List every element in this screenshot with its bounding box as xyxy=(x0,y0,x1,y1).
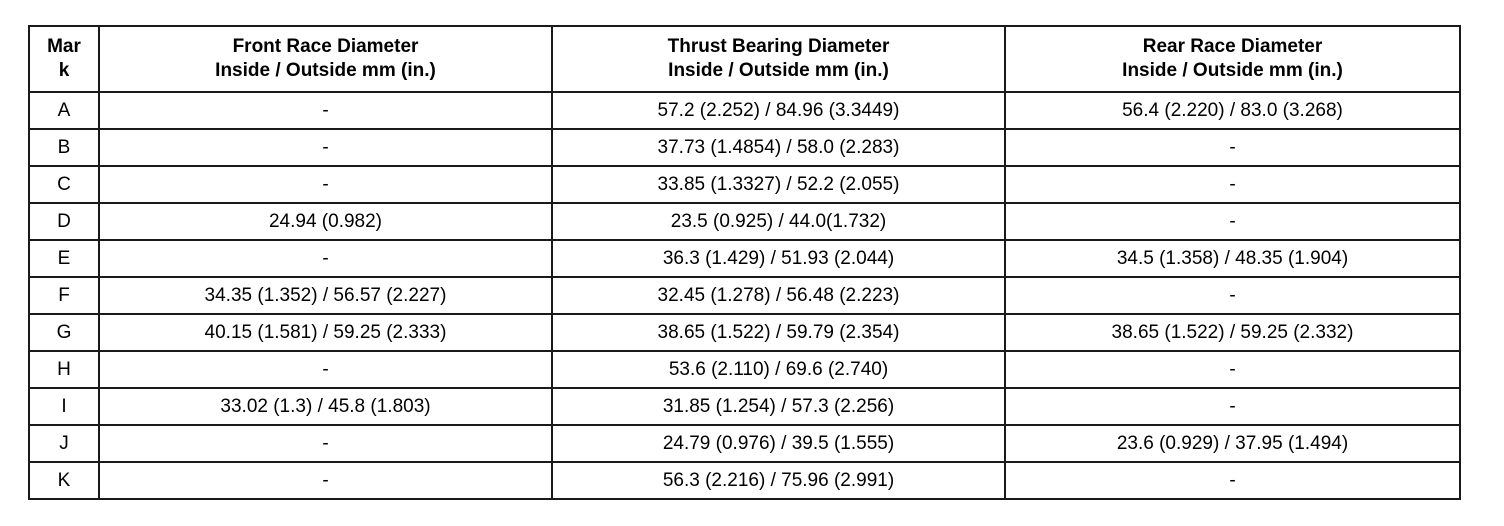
header-rear-race-line2: Inside / Outside mm (in.) xyxy=(1122,60,1343,81)
cell-mark: E xyxy=(29,240,99,277)
cell-thrust-bearing: 32.45 (1.278) / 56.48 (2.223) xyxy=(552,277,1005,314)
cell-rear-race: - xyxy=(1005,351,1460,388)
cell-rear-race: 38.65 (1.522) / 59.25 (2.332) xyxy=(1005,314,1460,351)
cell-rear-race: - xyxy=(1005,129,1460,166)
table-row xyxy=(29,129,1460,166)
cell-mark: B xyxy=(29,129,99,166)
header-rear-race-line1: Rear Race Diameter xyxy=(1142,36,1323,57)
cell-front-race: - xyxy=(99,129,552,166)
cell-thrust-bearing: 53.6 (2.110) / 69.6 (2.740) xyxy=(552,351,1005,388)
cell-front-race: - xyxy=(99,351,552,388)
cell-mark: D xyxy=(29,203,99,240)
header-front-race xyxy=(99,26,552,92)
header-thrust-bearing-line1: Thrust Bearing Diameter xyxy=(667,36,890,57)
bearing-diameter-table xyxy=(28,25,1461,500)
cell-rear-race: - xyxy=(1005,462,1460,499)
cell-thrust-bearing: 23.5 (0.925) / 44.0(1.732) xyxy=(552,203,1005,240)
cell-thrust-bearing: 38.65 (1.522) / 59.79 (2.354) xyxy=(552,314,1005,351)
header-thrust-bearing-line2: Inside / Outside mm (in.) xyxy=(668,60,889,81)
cell-rear-race: - xyxy=(1005,203,1460,240)
table-row xyxy=(29,203,1460,240)
cell-thrust-bearing: 36.3 (1.429) / 51.93 (2.044) xyxy=(552,240,1005,277)
table-header-row xyxy=(29,26,1460,92)
cell-mark: C xyxy=(29,166,99,203)
table-row xyxy=(29,388,1460,425)
cell-mark: I xyxy=(29,388,99,425)
cell-mark: H xyxy=(29,351,99,388)
cell-rear-race: 56.4 (2.220) / 83.0 (3.268) xyxy=(1005,92,1460,129)
table-row xyxy=(29,425,1460,462)
header-mark-line1: Mar xyxy=(47,36,81,57)
header-front-race-line2: Inside / Outside mm (in.) xyxy=(215,60,436,81)
cell-front-race: - xyxy=(99,92,552,129)
cell-front-race: 24.94 (0.982) xyxy=(99,203,552,240)
cell-rear-race: - xyxy=(1005,277,1460,314)
cell-thrust-bearing: 57.2 (2.252) / 84.96 (3.3449) xyxy=(552,92,1005,129)
cell-mark: A xyxy=(29,92,99,129)
cell-front-race: - xyxy=(99,462,552,499)
cell-rear-race: - xyxy=(1005,388,1460,425)
cell-mark: F xyxy=(29,277,99,314)
cell-front-race: - xyxy=(99,240,552,277)
cell-thrust-bearing: 37.73 (1.4854) / 58.0 (2.283) xyxy=(552,129,1005,166)
header-mark xyxy=(29,26,99,92)
cell-mark: J xyxy=(29,425,99,462)
cell-front-race: - xyxy=(99,166,552,203)
table-row xyxy=(29,277,1460,314)
table-row xyxy=(29,351,1460,388)
table-row xyxy=(29,166,1460,203)
table-row xyxy=(29,92,1460,129)
cell-front-race: 34.35 (1.352) / 56.57 (2.227) xyxy=(99,277,552,314)
header-front-race-line1: Front Race Diameter xyxy=(232,36,419,57)
cell-thrust-bearing: 31.85 (1.254) / 57.3 (2.256) xyxy=(552,388,1005,425)
cell-front-race: 40.15 (1.581) / 59.25 (2.333) xyxy=(99,314,552,351)
cell-rear-race: - xyxy=(1005,166,1460,203)
header-mark-line2: k xyxy=(58,60,70,81)
table-row xyxy=(29,462,1460,499)
cell-mark: K xyxy=(29,462,99,499)
cell-rear-race: 34.5 (1.358) / 48.35 (1.904) xyxy=(1005,240,1460,277)
table-row xyxy=(29,314,1460,351)
cell-mark: G xyxy=(29,314,99,351)
header-thrust-bearing xyxy=(552,26,1005,92)
table-row xyxy=(29,240,1460,277)
cell-thrust-bearing: 33.85 (1.3327) / 52.2 (2.055) xyxy=(552,166,1005,203)
header-rear-race xyxy=(1005,26,1460,92)
cell-thrust-bearing: 56.3 (2.216) / 75.96 (2.991) xyxy=(552,462,1005,499)
cell-rear-race: 23.6 (0.929) / 37.95 (1.494) xyxy=(1005,425,1460,462)
cell-front-race: 33.02 (1.3) / 45.8 (1.803) xyxy=(99,388,552,425)
cell-front-race: - xyxy=(99,425,552,462)
cell-thrust-bearing: 24.79 (0.976) / 39.5 (1.555) xyxy=(552,425,1005,462)
